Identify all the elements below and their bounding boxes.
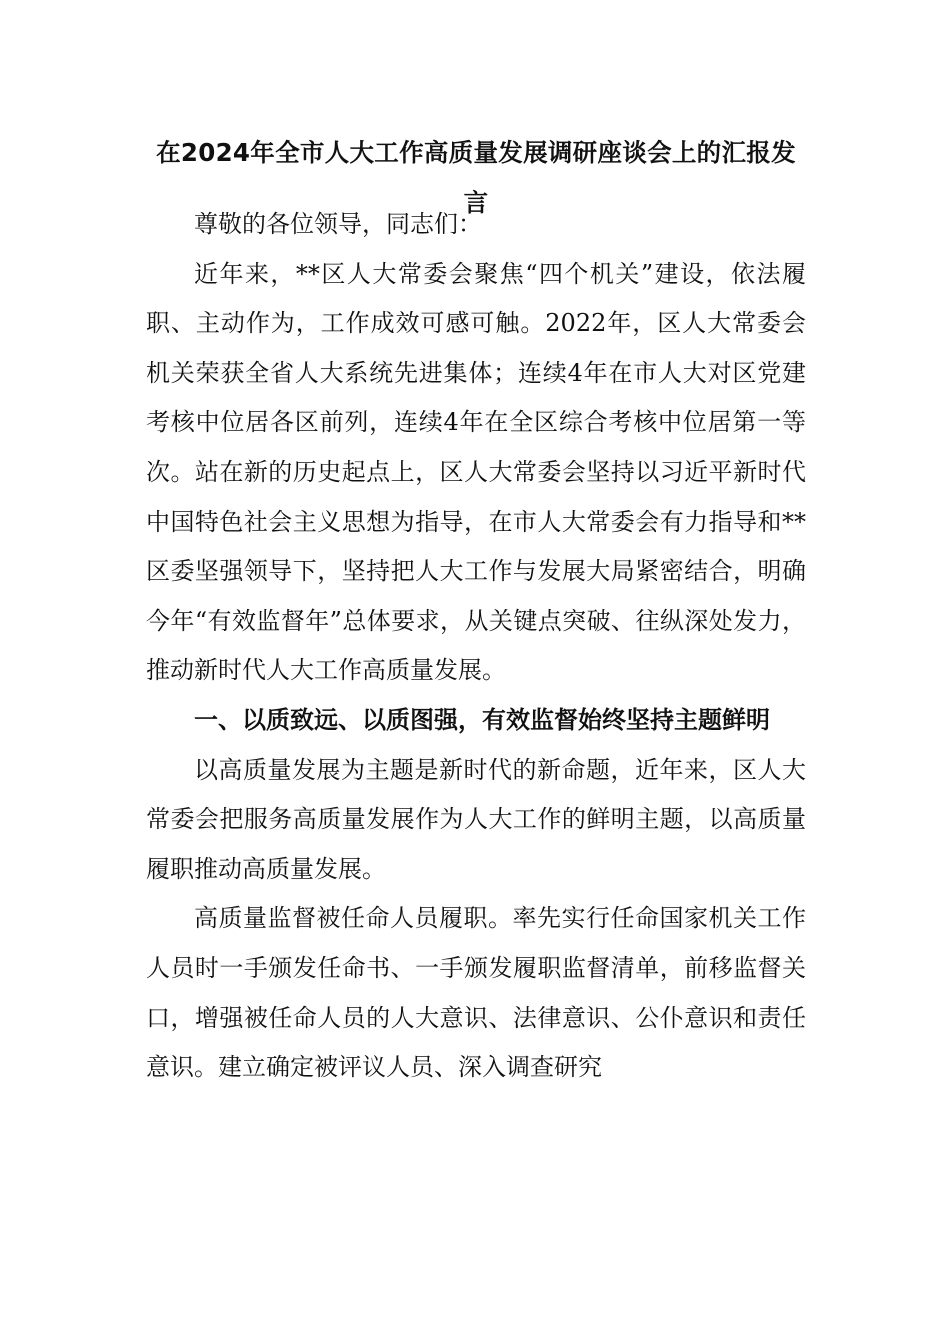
section-heading-1: 一、以质致远、以质图强，有效监督始终坚持主题鲜明 xyxy=(194,705,770,734)
document-body xyxy=(146,200,806,1093)
document-title: 在2024年全市人大工作高质量发展调研座谈会上的汇报发言 xyxy=(156,138,796,217)
section1-paragraph-2: 高质量监督被任命人员履职。率先实行任命国家机关工作人员时一手颁发任命书、一手颁发履职监督清单，前移监督关口，增强被任命人员的人大意识、法律意识、公仆意识和责任意识。建立确定被评议人员、深入调查研究 xyxy=(146,904,806,1082)
section1-paragraph-1: 以高质量发展为主题是新时代的新命题，近年来，区人大常委会把服务高质量发展作为人大工作的鲜明主题，以高质量履职推动高质量发展。 xyxy=(146,755,806,883)
salutation: 尊敬的各位领导，同志们： xyxy=(194,210,482,238)
intro-paragraph: 近年来，**区人大常委会聚焦“四个机关”建设，依法履职、主动作为，工作成效可感可触。2022年，区人大常委会机关荣获全省人大系统先进集体；连续4年在市人大对区党建考核中位居各区前列，连续4年在全区综合考核中位居第一等次。站在新的历史起点上，区人大常委会坚持以习近平新时代中国特色社会主义思想为指导，在市人大常委会有力指导和**区委坚强领导下，坚持把人大工作与发展大局紧密结合，明确今年“有效监督年”总体要求，从关键点突破、往纵深处发力，推动新时代人大工作高质量发展。 xyxy=(146,259,806,685)
